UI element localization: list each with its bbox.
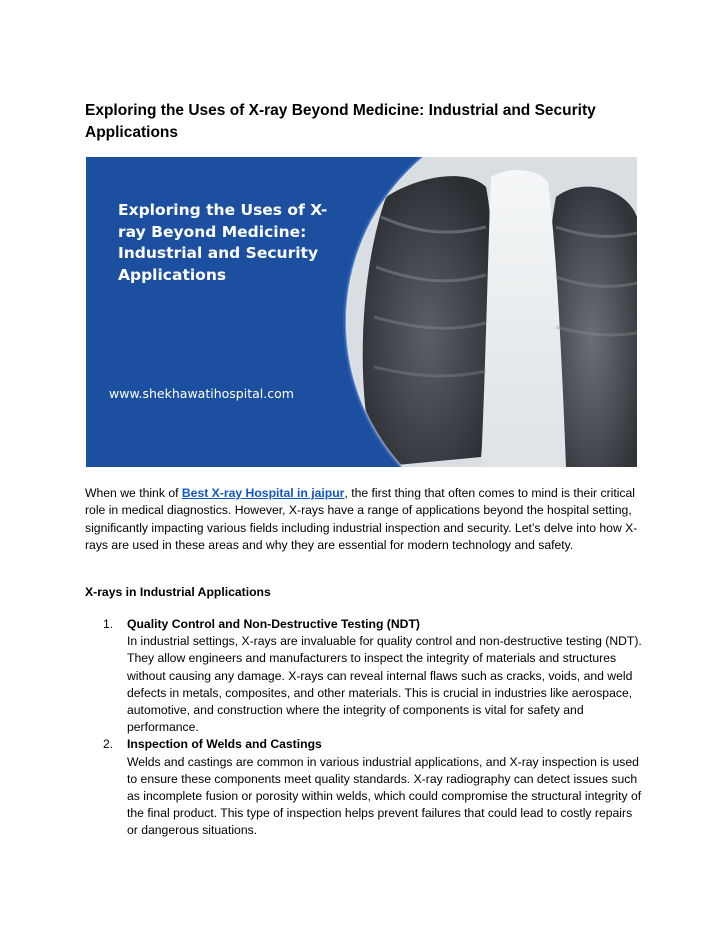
document-title: Exploring the Uses of X-ray Beyond Medicine: Industrial and Security Applications — [85, 102, 596, 141]
list-item-text: In industrial settings, X-rays are invaluable for quality control and non-destructive testing (NDT). They allow engineers and manufacturers to inspect the integrity of materials and structures without causing any damage. X-rays can reveal internal flaws such as cracks, voids, and weld defects in metals, composites, and other materials. This is crucial in industries like aerospace, automotive, and construction where the integrity of components is vital for safety and performance. — [127, 634, 642, 735]
list-item — [85, 616, 645, 736]
list-item-number: 1. — [103, 617, 114, 631]
section-heading: X-rays in Industrial Applications — [85, 585, 271, 599]
best-xray-hospital-link[interactable]: Best X-ray Hospital in jaipur — [181, 486, 345, 500]
list-item-text: Welds and castings are common in various industrial applications, and X-ray inspection is used to ensure these components meet quality standards. X-ray radiography can detect issues such as incomplete fusion or porosity within welds, which could compromise the structural integrity of the final product. This type of inspection helps prevent failures that could lead to costly repairs or dangerous situations. — [127, 754, 642, 838]
intro-text-before-link: When we think of — [85, 486, 182, 500]
intro-paragraph — [85, 485, 640, 554]
industrial-uses-list — [85, 616, 645, 840]
banner-image — [86, 157, 637, 467]
list-item-number: 2. — [103, 737, 114, 752]
list-item — [85, 736, 645, 839]
intro-text-after-link: , the first thing that often comes to mind is their critical role in medical diagnostics. However, X-rays have a range of applications beyond the hospital setting, significantly impacting various fields including industrial inspection and security. Let’s delve into how X-rays are used in these areas and why they are essential for modern technology and safety. — [85, 486, 638, 552]
list-item-title: Quality Control and Non-Destructive Testing (NDT) — [127, 617, 420, 631]
list-item-title: Inspection of Welds and Castings — [127, 737, 322, 752]
banner-heading: Exploring the Uses of X-ray Beyond Medicine: Industrial and Security Applications — [118, 201, 328, 284]
banner-website-url: www.shekhawatihospital.com — [109, 386, 294, 401]
